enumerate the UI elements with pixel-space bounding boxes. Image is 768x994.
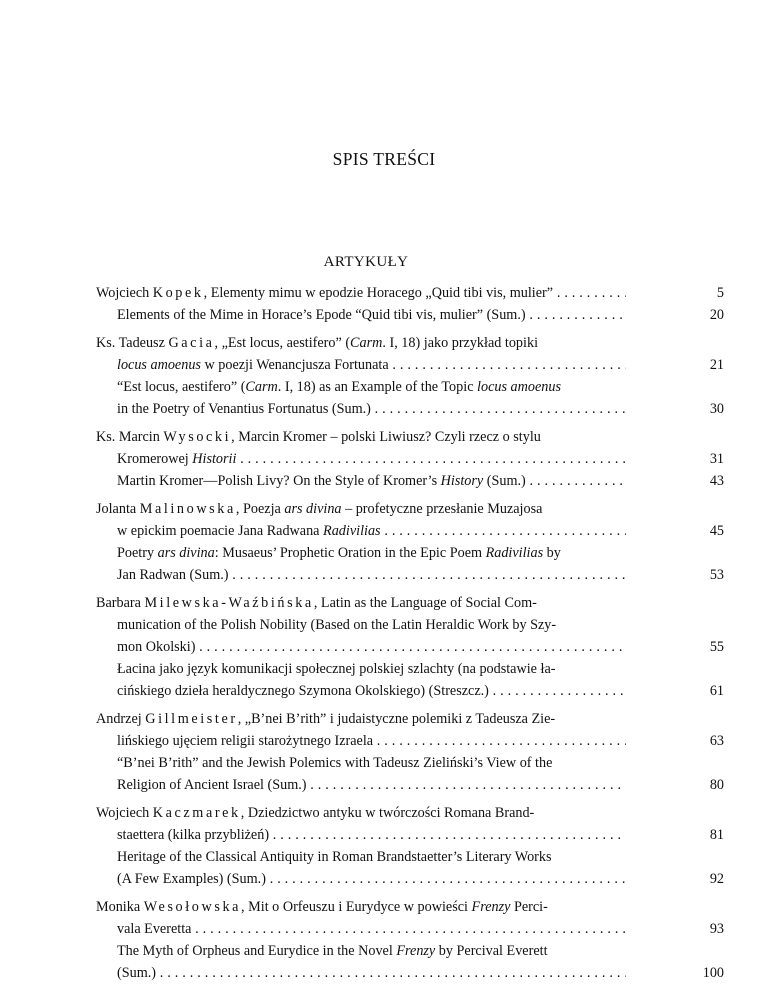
- toc-line-text: (A Few Examples) (Sum.) . . .: [117, 868, 626, 890]
- toc-line-text: lińskiego ujęciem religii starożytnego Izraela . . .: [117, 730, 626, 752]
- toc-line: [96, 614, 724, 636]
- toc-line: [96, 498, 724, 520]
- toc-line: [96, 592, 724, 614]
- page-number: 31: [709, 451, 724, 467]
- toc-line-text: Jan Radwan (Sum.) . . .: [117, 564, 626, 586]
- page-number: 30: [709, 401, 724, 417]
- toc-line-text: w epickim poemacie Jana Radwana Radivilias . . .: [117, 520, 626, 542]
- page-number: 92: [709, 871, 724, 887]
- toc-line-text: staettera (kilka przybliżeń) . . .: [117, 824, 626, 846]
- toc-line: [96, 636, 724, 658]
- toc-line-text: “Est locus, aestifero” (Carm. I, 18) as an Example of the Topic locus amoenus: [117, 379, 561, 395]
- page-number: 100: [702, 965, 724, 981]
- toc-entry: [96, 426, 724, 492]
- toc-line-text: Martin Kromer—Polish Livy? On the Style of Kromer’s History (Sum.) . . .: [117, 470, 626, 492]
- page-number: 45: [709, 523, 724, 539]
- page-number: 81: [709, 827, 724, 843]
- toc-line-text: Andrzej Gillmeister, „B’nei B’rith” i judaistyczne polemiki z Tadeusza Zie-: [96, 711, 556, 727]
- toc-line: [96, 824, 724, 846]
- section-heading: ARTYKUŁY: [323, 254, 409, 270]
- page-title: SPIS TREŚCI: [332, 149, 436, 169]
- toc-line: [96, 774, 724, 796]
- page-number: 5: [716, 285, 724, 301]
- toc-line-text: Monika Wesołowska, Mit o Orfeuszu i Eurydyce w powieści Frenzy Perci-: [96, 899, 548, 915]
- toc-line: [96, 520, 724, 542]
- toc-line-text: “B’nei B’rith” and the Jewish Polemics with Tadeusz Zieliński’s View of the: [117, 755, 553, 771]
- toc-line: [96, 448, 724, 470]
- table-of-contents: [96, 282, 724, 990]
- toc-entry: [96, 332, 724, 420]
- toc-line: [96, 940, 724, 962]
- toc-line-text: Kromerowej Historii . . .: [117, 448, 626, 470]
- toc-line-text: mon Okolski) . . .: [117, 636, 626, 658]
- toc-line: [96, 354, 724, 376]
- page-number: 93: [709, 921, 724, 937]
- toc-line: [96, 962, 724, 984]
- page-number: 55: [709, 639, 724, 655]
- toc-line-text: locus amoenus w poezji Wenancjusza Fortunata . . .: [117, 354, 626, 376]
- page-number: 20: [709, 307, 724, 323]
- toc-line: [96, 708, 724, 730]
- page-number: 43: [709, 473, 724, 489]
- toc-line: [96, 426, 724, 448]
- toc-line-text: cińskiego dzieła heraldycznego Szymona Okolskiego) (Streszcz.) . . .: [117, 680, 626, 702]
- toc-line: [96, 752, 724, 774]
- toc-line: [96, 868, 724, 890]
- toc-line-text: Religion of Ancient Israel (Sum.) . . .: [117, 774, 626, 796]
- toc-line: [96, 896, 724, 918]
- toc-line-text: Elements of the Mime in Horace’s Epode “Quid tibi vis, mulier” (Sum.) . . .: [117, 304, 626, 326]
- toc-line: [96, 680, 724, 702]
- toc-line: [96, 542, 724, 564]
- toc-entry: [96, 802, 724, 890]
- toc-line-text: Ks. Marcin Wysocki, Marcin Kromer – polski Liwiusz? Czyli rzecz o stylu: [96, 429, 541, 445]
- toc-line-text: (Sum.) . . .: [117, 962, 626, 984]
- toc-line: [96, 398, 724, 420]
- toc-line-text: Wojciech Kaczmarek, Dziedzictwo antyku w twórczości Romana Brand-: [96, 805, 535, 821]
- page-number: 21: [709, 357, 724, 373]
- toc-entry: [96, 896, 724, 984]
- toc-line-text: Barbara Milewska-Waźbińska, Latin as the Language of Social Com-: [96, 595, 537, 611]
- toc-line: [96, 658, 724, 680]
- toc-line: [96, 282, 724, 304]
- toc-line: [96, 802, 724, 824]
- toc-line-text: Jolanta Malinowska, Poezja ars divina – profetyczne przesłanie Muzajosa: [96, 501, 543, 517]
- toc-line-text: munication of the Polish Nobility (Based on the Latin Heraldic Work by Szy-: [117, 617, 557, 633]
- toc-entry: [96, 282, 724, 326]
- toc-line: [96, 470, 724, 492]
- toc-line: [96, 564, 724, 586]
- toc-line-text: in the Poetry of Venantius Fortunatus (Sum.) . . .: [117, 398, 626, 420]
- toc-entry: [96, 708, 724, 796]
- toc-line: [96, 332, 724, 354]
- toc-line-text: Heritage of the Classical Antiquity in Roman Brandstaetter’s Literary Works: [117, 849, 552, 865]
- toc-line-text: Poetry ars divina: Musaeus’ Prophetic Oration in the Epic Poem Radivilias by: [117, 545, 561, 561]
- toc-line-text: The Myth of Orpheus and Eurydice in the Novel Frenzy by Percival Everett: [117, 943, 548, 959]
- toc-line: [96, 376, 724, 398]
- page-number: 61: [709, 683, 724, 699]
- page-number: 53: [709, 567, 724, 583]
- toc-line-text: Wojciech Kopek, Elementy mimu w epodzie Horacego „Quid tibi vis, mulier” . . .: [96, 282, 626, 304]
- toc-line-text: vala Everetta . . .: [117, 918, 626, 940]
- toc-line-text: Ks. Tadeusz Gacia, „Est locus, aestifero” (Carm. I, 18) jako przykład topiki: [96, 335, 539, 351]
- page-number: 80: [709, 777, 724, 793]
- toc-line: [96, 846, 724, 868]
- toc-entry: [96, 498, 724, 586]
- page-number: 63: [709, 733, 724, 749]
- toc-line: [96, 918, 724, 940]
- toc-line-text: Łacina jako język komunikacji społecznej polskiej szlachty (na podstawie ła-: [117, 661, 556, 677]
- toc-line: [96, 304, 724, 326]
- toc-line: [96, 730, 724, 752]
- toc-entry: [96, 592, 724, 702]
